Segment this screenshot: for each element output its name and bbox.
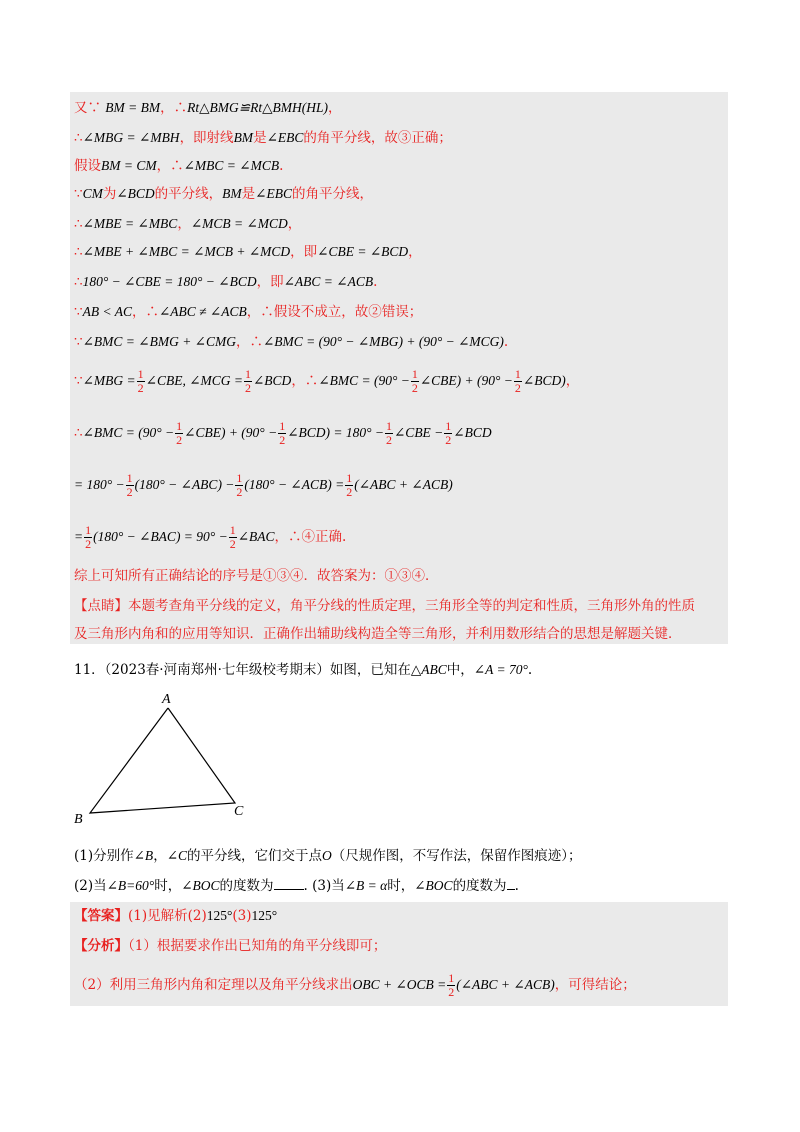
analysis-line-2: （2）利用三角形内角和定理以及角平分线求出OBC + ∠OCB = $\frac{1}{2}$ (∠ABC + ∠ACB)，可得结论；: [74, 971, 636, 999]
fraction-half: $\frac{1}{2}$: [514, 367, 521, 395]
solution-line-6: ∴∠MBE + ∠MBC = ∠MCB + ∠MCD，即∠CBE = ∠BCD，: [74, 244, 422, 260]
fraction-half: $\frac{1}{2}$: [176, 419, 183, 447]
question-1: (1)分别作∠B，∠C的平分线，它们交于点O（尺规作图，不写作法，保留作图痕迹）；: [74, 848, 582, 864]
fraction-half: $\frac{1}{2}$: [445, 419, 452, 447]
fraction-half: $\frac{1}{2}$: [229, 523, 236, 551]
fraction-half: $\frac{1}{2}$: [126, 471, 133, 499]
solution-line-11: ∴∠BMC = (90° − $\frac{1}{2}$ ∠CBE) + (90° − $\frac{1}{2}$ ∠BCD) = 180° − $\frac{1}{2}$ ∠CBE − $\frac{1}{2}$ ∠BCD: [74, 419, 492, 447]
answer-blank-3[interactable]: [507, 877, 515, 890]
fraction-half: $\frac{1}{2}$: [236, 471, 243, 499]
solution-line-12: = 180° − $\frac{1}{2}$ (180° − ∠ABC) − $\frac{1}{2}$ (180° − ∠ACB) = $\frac{1}{2}$ (∠ABC + ∠ACB): [74, 471, 453, 499]
fraction-half: $\frac{1}{2}$: [137, 367, 144, 395]
vertex-label-a: A: [162, 692, 171, 707]
answer-line: 【答案】(1)见解析(2)125°(3)125°: [74, 908, 278, 924]
fraction-half: $\frac{1}{2}$: [448, 971, 455, 999]
solution-line-3: 假设BM = CM，∴∠MBC = ∠MCB.: [74, 158, 284, 174]
solution-line-9: ∵∠BMC = ∠BMG + ∠CMG，∴∠BMC = (90° − ∠MBG) + (90° − ∠MCG).: [74, 334, 509, 350]
fraction-half: $\frac{1}{2}$: [411, 367, 418, 395]
solution-line-1: 又∵ BM = BM，∴Rt△BMG≌Rt△BMH(HL)，: [74, 100, 342, 116]
solution-line-13: = $\frac{1}{2}$ (180° − ∠BAC) = 90° − $\frac{1}{2}$ ∠BAC，∴④正确.: [74, 523, 347, 551]
triangle-abc: [90, 708, 235, 813]
fraction-half: $\frac{1}{2}$: [386, 419, 392, 447]
solution-line-5: ∴∠MBE = ∠MBC，∠MCB = ∠MCD，: [74, 216, 302, 232]
fraction-half: $\frac{1}{2}$: [346, 471, 353, 499]
question-2-3: (2)当∠B=60°时，∠BOC的度数为 . (3)当∠B = α时，∠BOC的度数为 .: [74, 878, 519, 894]
problem-header: 11．（2023春·河南郑州·七年级校考期末）如图，已知在△ABC中，∠A = 70°.: [74, 662, 533, 678]
solution-note-1: 【点睛】本题考查角平分线的定义，角平分线的性质定理，三角形全等的判定和性质，三角形外角的性质: [74, 598, 695, 614]
solution-line-7: ∴180° − ∠CBE = 180° − ∠BCD，即∠ABC = ∠ACB.: [74, 274, 378, 290]
vertex-label-b: B: [74, 812, 83, 827]
solution-line-8: ∵AB < AC，∴∠ABC ≠ ∠ACB，∴假设不成立，故②错误；: [74, 304, 423, 320]
solution-summary: 综上可知所有正确结论的序号是①③④．故答案为：①③④．: [74, 568, 439, 584]
solution-line-2: ∴∠MBG = ∠MBH，即射线BM是∠EBC的角平分线，故③正确；: [74, 130, 452, 146]
fraction-half: $\frac{1}{2}$: [245, 367, 251, 395]
solution-line-4: ∵CM为∠BCD的平分线，BM是∠EBC的角平分线，: [74, 186, 373, 202]
answer-blank-2[interactable]: [274, 877, 304, 890]
solution-note-2: 及三角形内角和的应用等知识．正确作出辅助线构造全等三角形，并利用数形结合的思想是解题关键．: [74, 626, 682, 642]
fraction-half: $\frac{1}{2}$: [85, 523, 92, 551]
analysis-line-1: 【分析】（1）根据要求作出已知角的角平分线即可；: [74, 938, 387, 954]
fraction-half: $\frac{1}{2}$: [279, 419, 286, 447]
solution-line-10: ∵∠MBG = $\frac{1}{2}$ ∠CBE, ∠MCG = $\frac{1}{2}$ ∠BCD，∴∠BMC = (90° − $\frac{1}{2}$ ∠CBE) + (90° − $\frac{1}{2}$ ∠BCD)，: [74, 367, 580, 395]
vertex-label-c: C: [234, 804, 244, 819]
